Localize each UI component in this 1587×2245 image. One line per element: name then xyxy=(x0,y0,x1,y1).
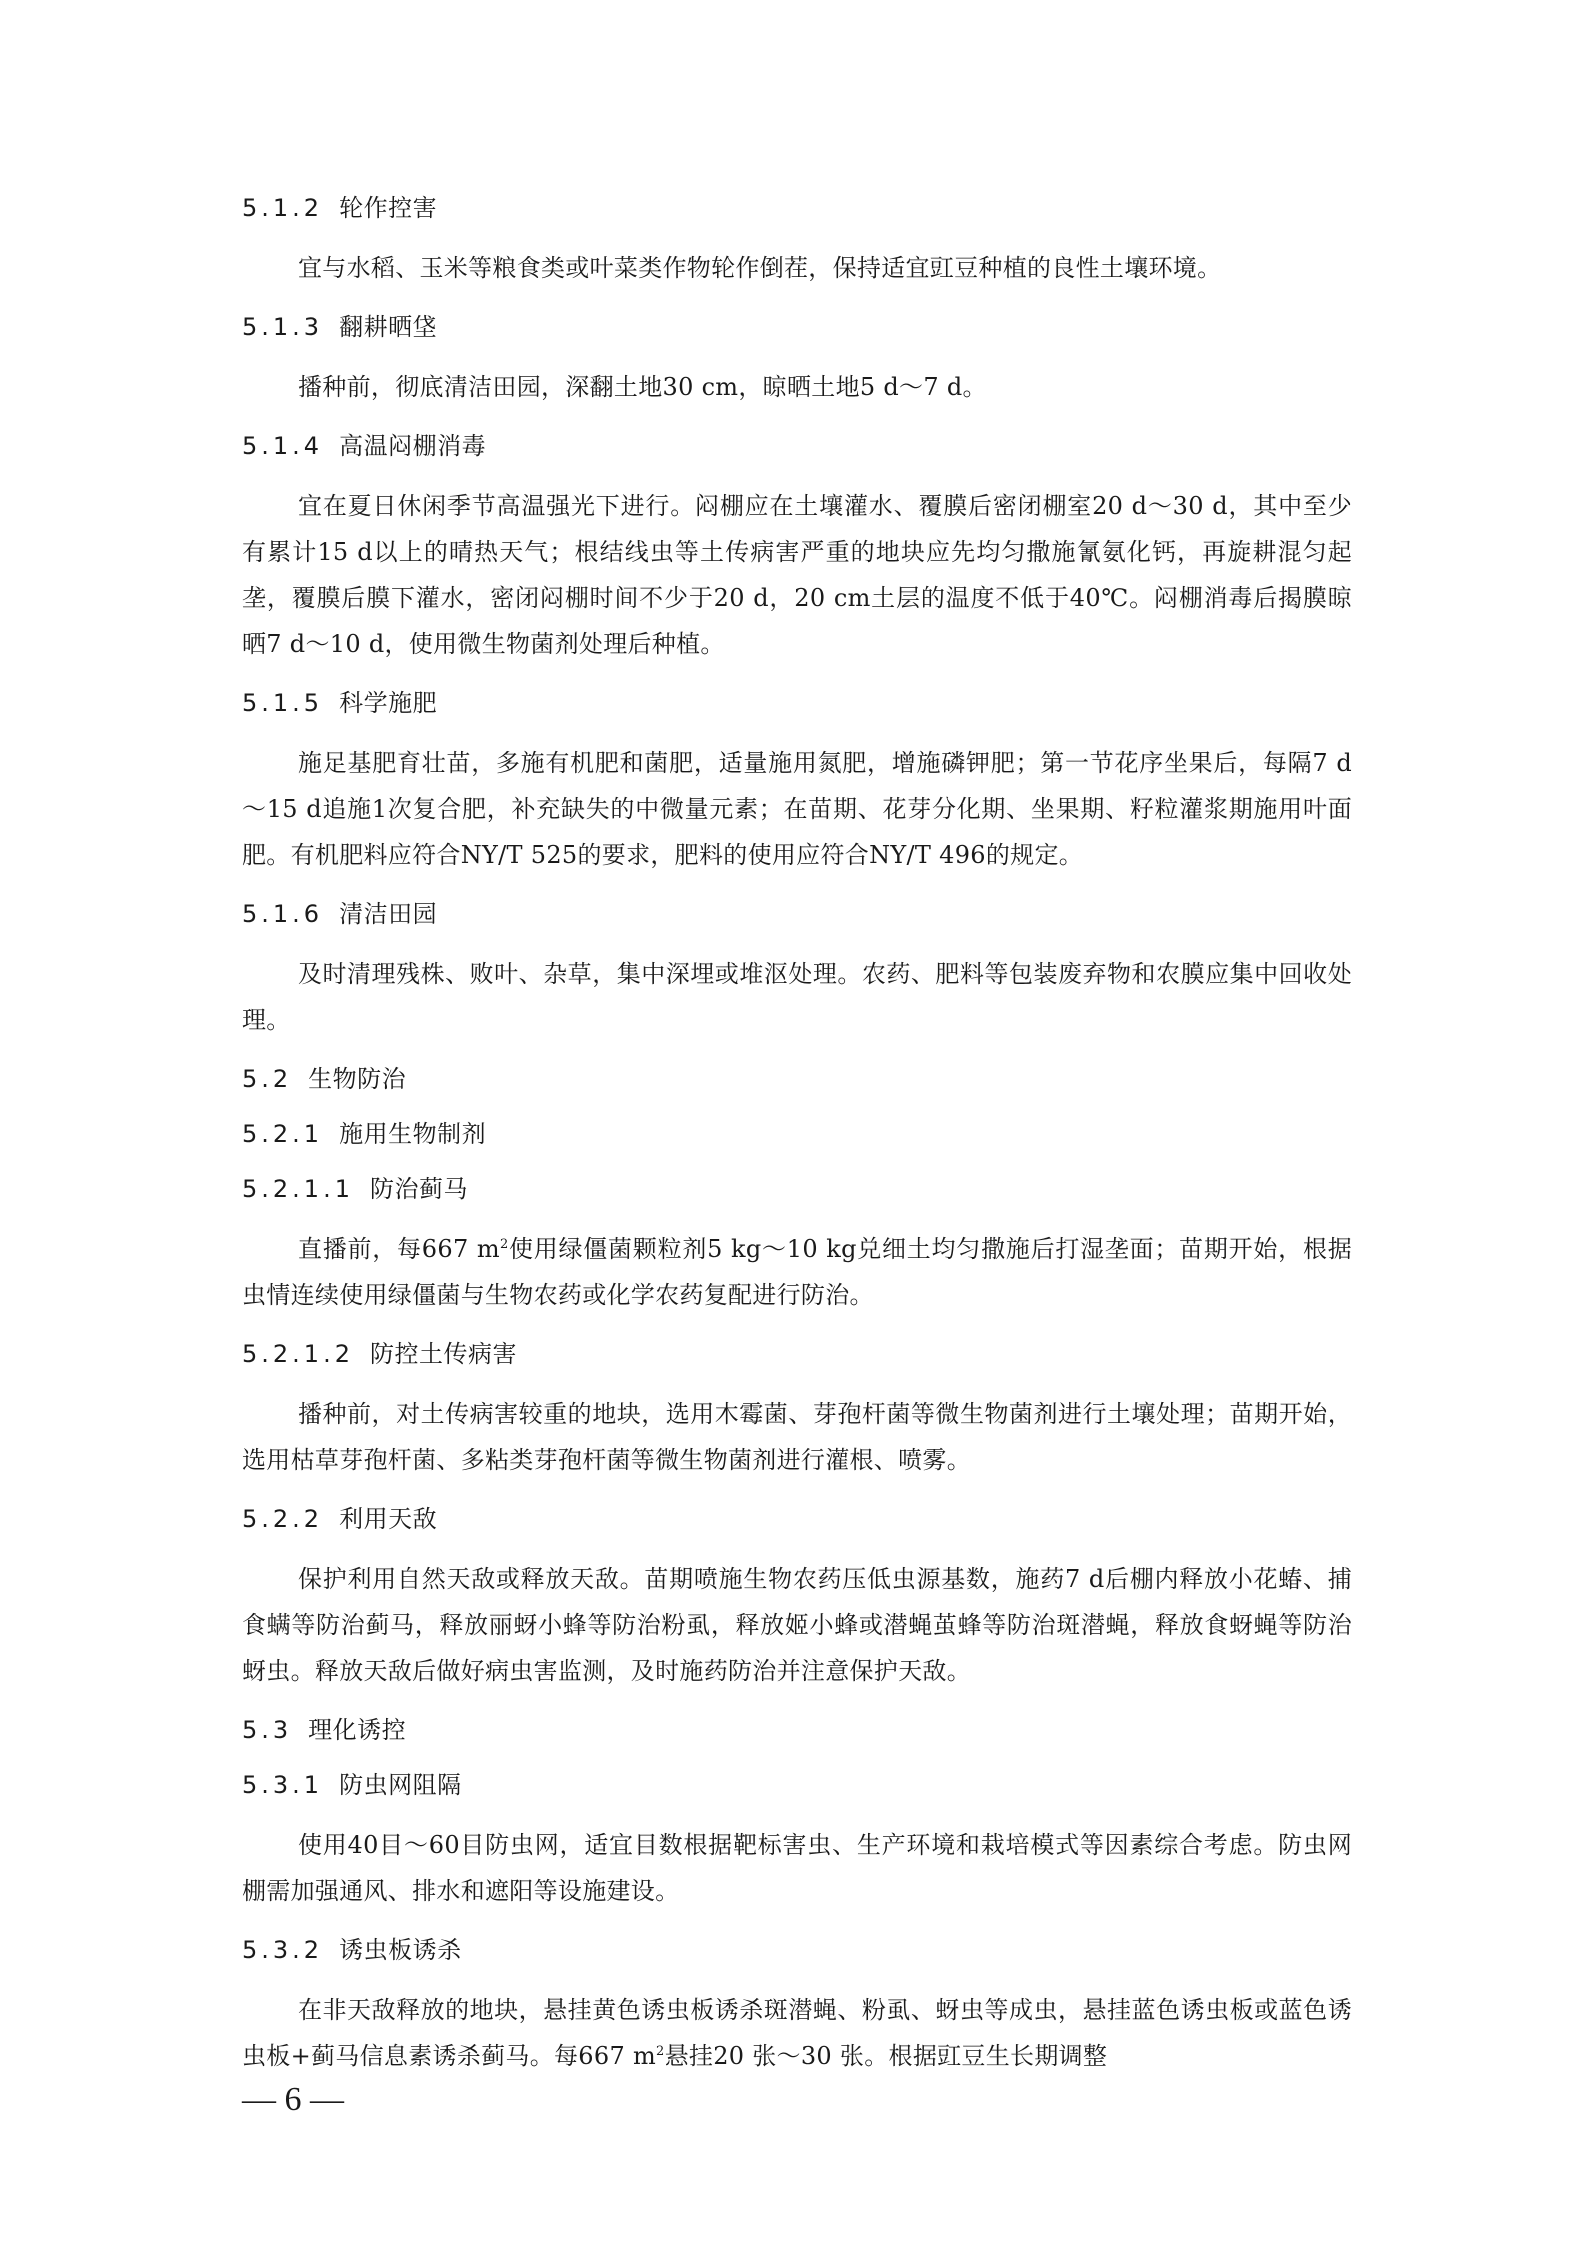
section-number: 5.1.6 xyxy=(242,900,324,928)
section-title: 施用生物制剂 xyxy=(339,1120,487,1148)
body-paragraph xyxy=(242,951,1352,1043)
paragraph-text: 悬挂20 张～30 张。根据豇豆生长期调整 xyxy=(664,2042,1108,2070)
section-number: 5.1.5 xyxy=(242,689,324,717)
section-heading xyxy=(242,1171,1352,1207)
section-title: 生物防治 xyxy=(308,1065,407,1093)
section-heading xyxy=(242,1061,1352,1097)
section-heading xyxy=(242,1932,1352,1968)
section-title: 利用天敌 xyxy=(339,1505,438,1533)
body-paragraph xyxy=(242,245,1352,291)
section-number: 5.3 xyxy=(242,1716,293,1744)
paragraph-text: 直播前，每667 m xyxy=(298,1235,500,1263)
section-number: 5.1.3 xyxy=(242,313,324,341)
section-heading xyxy=(242,1336,1352,1372)
section-title: 科学施肥 xyxy=(339,689,438,717)
section-number: 5.2.1.1 xyxy=(242,1175,354,1203)
paragraph-text: 及时清理残株、败叶、杂草，集中深埋或堆沤处理。农药、肥料等包装废弃物和农膜应集中回收处理。 xyxy=(242,960,1352,1034)
body-paragraph xyxy=(242,364,1352,410)
paragraph-text: 在非天敌释放的地块，悬挂黄色诱虫板诱杀斑潜蝇、粉虱、蚜虫等成虫，悬挂蓝色诱虫板或蓝色诱虫板+蓟马信息素诱杀蓟马。每667 m xyxy=(242,1996,1352,2070)
section-title: 高温闷棚消毒 xyxy=(339,432,487,460)
section-title: 防控土传病害 xyxy=(369,1340,517,1368)
body-paragraph xyxy=(242,1226,1352,1318)
superscript: 2 xyxy=(499,1237,509,1252)
section-heading xyxy=(242,1501,1352,1537)
section-number: 5.1.2 xyxy=(242,194,324,222)
paragraph-text: 宜在夏日休闲季节高温强光下进行。闷棚应在土壤灌水、覆膜后密闭棚室20 d～30 d，其中至少有累计15 d以上的晴热天气；根结线虫等土传病害严重的地块应先均匀撒施氰氨化钙，再旋耕混匀起垄，覆膜后膜下灌水，密闭闷棚时间不少于20 d，20 cm土层的温度不低于40℃。闷棚消毒后揭膜晾晒7 d～10 d，使用微生物菌剂处理后种植。 xyxy=(242,492,1352,658)
section-title: 清洁田园 xyxy=(339,900,438,928)
section-heading xyxy=(242,1767,1352,1803)
paragraph-text: 宜与水稻、玉米等粮食类或叶菜类作物轮作倒茬，保持适宜豇豆种植的良性土壤环境。 xyxy=(298,254,1222,282)
paragraph-text: 播种前，对土传病害较重的地块，选用木霉菌、芽孢杆菌等微生物菌剂进行土壤处理；苗期开始，选用枯草芽孢杆菌、多粘类芽孢杆菌等微生物菌剂进行灌根、喷雾。 xyxy=(242,1400,1352,1474)
section-number: 5.3.2 xyxy=(242,1936,324,1964)
section-number: 5.2 xyxy=(242,1065,293,1093)
section-title: 防虫网阻隔 xyxy=(339,1771,462,1799)
section-heading xyxy=(242,309,1352,345)
section-number: 5.2.1.2 xyxy=(242,1340,354,1368)
body-paragraph xyxy=(242,483,1352,667)
section-number: 5.3.1 xyxy=(242,1771,324,1799)
body-paragraph xyxy=(242,1556,1352,1694)
section-title: 防治蓟马 xyxy=(369,1175,468,1203)
body-paragraph xyxy=(242,740,1352,878)
section-number: 5.2.1 xyxy=(242,1120,324,1148)
paragraph-text: 施足基肥育壮苗，多施有机肥和菌肥，适量施用氮肥，增施磷钾肥；第一节花序坐果后，每隔7 d～15 d追施1次复合肥，补充缺失的中微量元素；在苗期、花芽分化期、坐果期、籽粒灌浆期施用叶面肥。有机肥料应符合NY/T 525的要求，肥料的使用应符合NY/T 496的规定。 xyxy=(242,749,1352,869)
body-paragraph xyxy=(242,1987,1352,2079)
section-heading xyxy=(242,428,1352,464)
body-paragraph xyxy=(242,1822,1352,1914)
paragraph-text: 保护利用自然天敌或释放天敌。苗期喷施生物农药压低虫源基数，施药7 d后棚内释放小花蝽、捕食螨等防治蓟马，释放丽蚜小蜂等防治粉虱，释放姬小蜂或潜蝇茧蜂等防治斑潜蝇，释放食蚜蝇等防治蚜虫。释放天敌后做好病虫害监测，及时施药防治并注意保护天敌。 xyxy=(242,1565,1352,1685)
section-title: 理化诱控 xyxy=(308,1716,407,1744)
section-title: 轮作控害 xyxy=(339,194,438,222)
superscript: 2 xyxy=(656,2044,665,2059)
page-number: — 6 — xyxy=(242,2081,344,2118)
section-number: 5.1.4 xyxy=(242,432,324,460)
section-title: 翻耕晒垡 xyxy=(339,313,438,341)
paragraph-text: 播种前，彻底清洁田园，深翻土地30 cm，晾晒土地5 d～7 d。 xyxy=(298,373,987,401)
section-title: 诱虫板诱杀 xyxy=(339,1936,462,1964)
body-paragraph xyxy=(242,1391,1352,1483)
paragraph-text: 使用40目～60目防虫网，适宜目数根据靶标害虫、生产环境和栽培模式等因素综合考虑。防虫网棚需加强通风、排水和遮阳等设施建设。 xyxy=(242,1831,1352,1905)
section-number: 5.2.2 xyxy=(242,1505,324,1533)
section-heading xyxy=(242,685,1352,721)
section-heading xyxy=(242,190,1352,226)
document-body xyxy=(242,190,1352,2097)
paragraph-text: 使用绿僵菌颗粒剂5 kg～10 kg兑细土均匀撒施后打湿垄面；苗期开始，根据虫情连续使用绿僵菌与生物农药或化学农药复配进行防治。 xyxy=(242,1235,1353,1309)
section-heading xyxy=(242,1712,1352,1748)
section-heading xyxy=(242,1116,1352,1152)
section-heading xyxy=(242,896,1352,932)
